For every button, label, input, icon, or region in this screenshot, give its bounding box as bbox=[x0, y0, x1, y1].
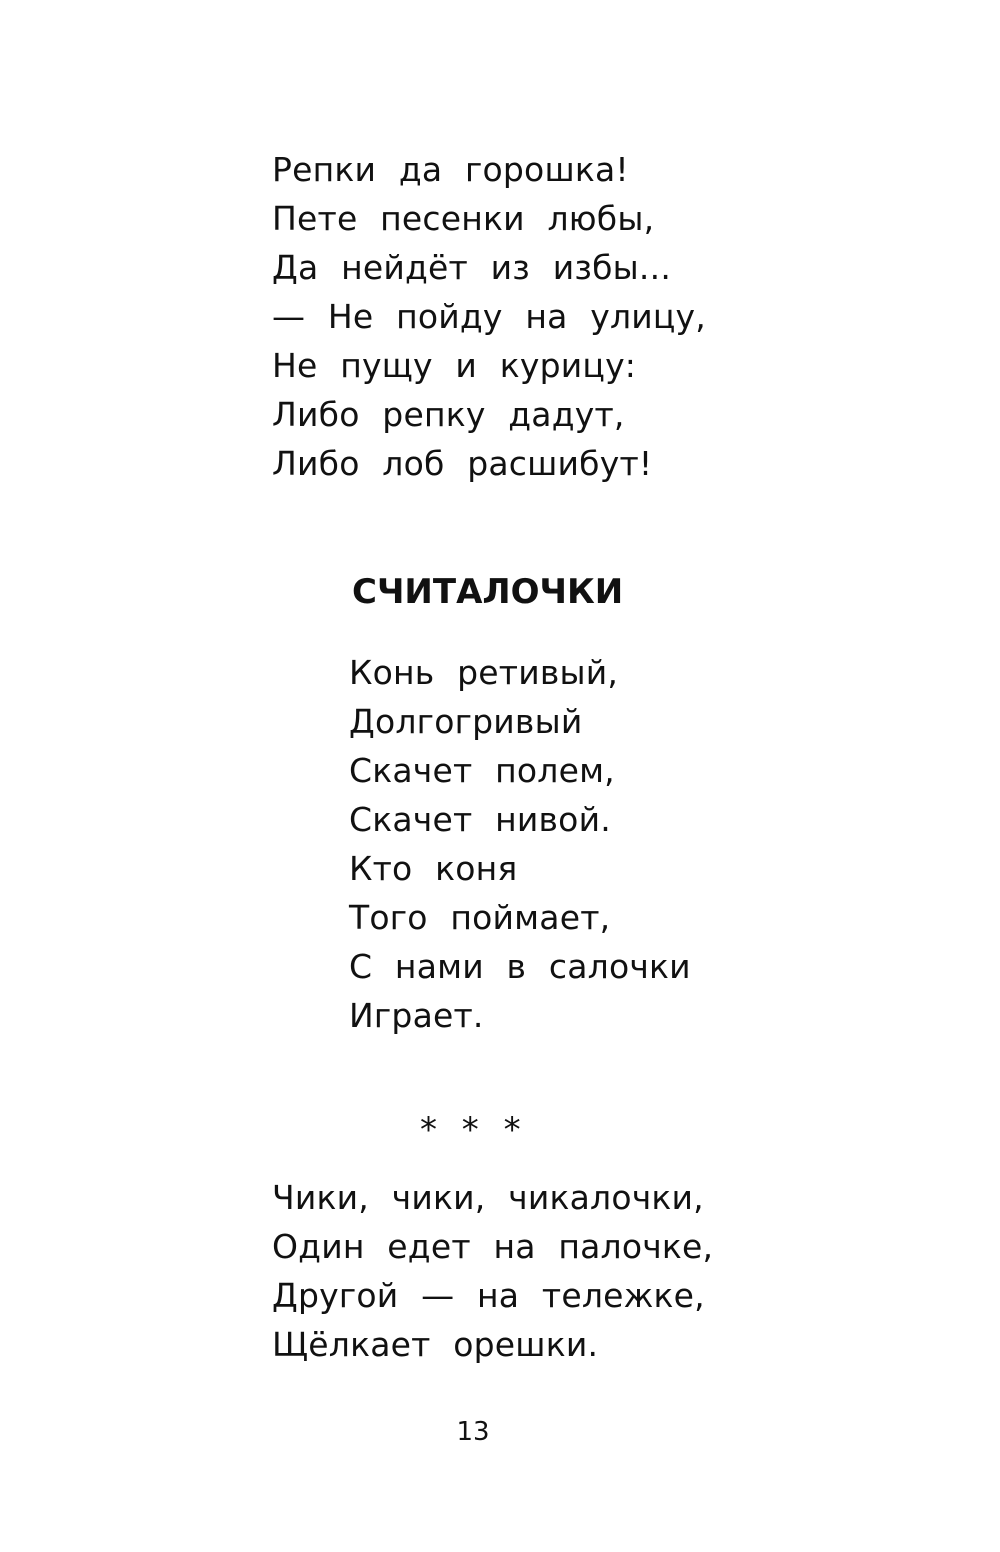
verse-bottom bbox=[272, 1173, 713, 1369]
verse-line: Либо лоб расшибут! bbox=[272, 444, 653, 483]
verse-line: Репки да горошка! bbox=[272, 150, 629, 189]
verse-line: Пете песенки любы, bbox=[272, 199, 655, 238]
verse-line: Того поймает, bbox=[349, 898, 611, 937]
verse-top bbox=[272, 145, 706, 488]
verse-line: Кто коня bbox=[349, 849, 518, 888]
verse-line: Да нейдёт из избы... bbox=[272, 248, 672, 287]
page-number: 13 bbox=[456, 1417, 490, 1447]
verse-line: Не пущу и курицу: bbox=[272, 346, 637, 385]
asterism-separator: * * * bbox=[420, 1110, 523, 1150]
verse-line: Скачет полем, bbox=[349, 751, 615, 790]
verse-line: — Не пойду на улицу, bbox=[272, 297, 706, 336]
verse-line: Играет. bbox=[349, 996, 484, 1035]
verse-line: Щёлкает орешки. bbox=[272, 1325, 599, 1364]
verse-line: Конь ретивый, bbox=[349, 653, 619, 692]
verse-line: Другой — на тележке, bbox=[272, 1276, 705, 1315]
verse-line: Один едет на палочке, bbox=[272, 1227, 714, 1266]
verse-counting-rhyme bbox=[349, 648, 691, 1040]
verse-line: Либо репку дадут, bbox=[272, 395, 625, 434]
verse-line: Чики, чики, чикалочки, bbox=[272, 1178, 704, 1217]
verse-line: Долгогривый bbox=[349, 702, 583, 741]
section-title: СЧИТАЛОЧКИ bbox=[352, 572, 624, 612]
verse-line: Скачет нивой. bbox=[349, 800, 611, 839]
verse-line: С нами в салочки bbox=[349, 947, 691, 986]
